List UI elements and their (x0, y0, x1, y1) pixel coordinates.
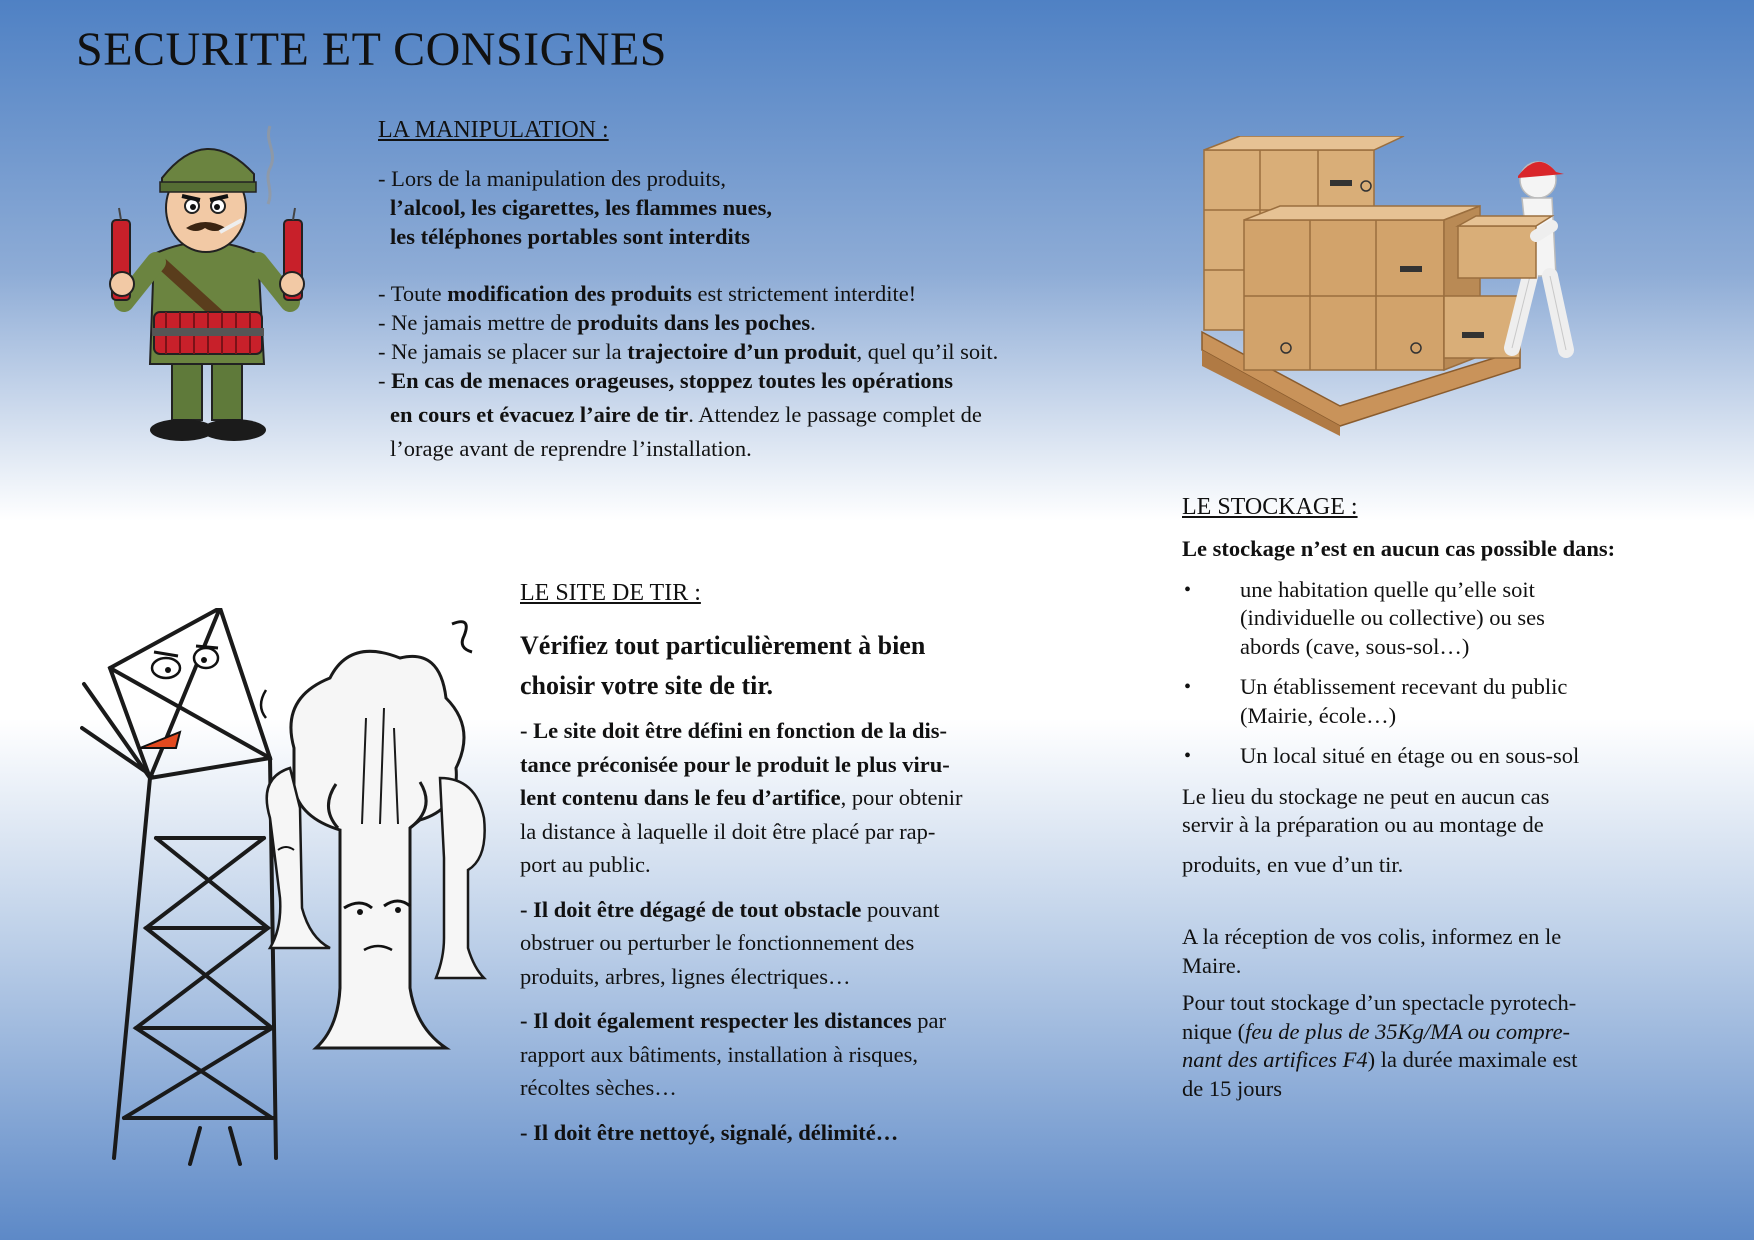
bullet-icon: • (1184, 578, 1192, 601)
list-item: • Un établissement recevant du public (Mairie, école…) (1184, 674, 1568, 728)
site-paragraph: - Le site doit être défini en fonction de la dis- tance préconisée pour le produit le plus viru- lent contenu dans le feu d’artifice, pour obtenir la distance à laquelle il doit être placé par rap- port au public. (520, 718, 963, 877)
manipulation-line: les téléphones portables sont interdits (390, 224, 750, 249)
boxes-illustration (1200, 136, 1590, 436)
stockage-list (1182, 576, 1652, 771)
site-paragraph: - Il doit également respecter les distances par rapport aux bâtiments, installation à risques, récoltes sèches… (520, 1008, 946, 1100)
list-item: • Un local situé en étage ou en sous-sol (1182, 742, 1652, 771)
site-lead: Vérifiez tout particulièrement à bien choisir votre site de tir. (520, 631, 926, 700)
stockage-heading: LE STOCKAGE : (1182, 494, 1358, 520)
site-heading: LE SITE DE TIR : (520, 580, 701, 606)
site-paragraph: - Il doit être dégagé de tout obstacle pouvant obstruer ou perturber le fonctionnement des produits, arbres, lignes électriques… (520, 896, 940, 989)
manipulation-section (378, 164, 1058, 463)
stockage-lieu: Le lieu du stockage ne peut en aucun cas servir à la préparation ou au montage de (1182, 783, 1550, 837)
manipulation-rule: en cours et évacuez l’aire de tir. Attendez le passage complet de (390, 402, 982, 427)
stockage-spectacle: Pour tout stockage d’un spectacle pyrotech- nique (feu de plus de 35Kg/MA ou compre- nant des artifices F4) la durée maximale est de 15 jours (1182, 990, 1578, 1101)
manipulation-rule: l’orage avant de reprendre l’installation. (390, 436, 752, 461)
stockage-reception: A la réception de vos colis, informez en le Maire. (1182, 924, 1562, 978)
site-paragraph: - Il doit être nettoyé, signalé, délimité… (520, 1119, 899, 1145)
list-item: • une habitation quelle qu’elle soit (individuelle ou collective) ou ses abords (cave, sous-sol…) (1184, 576, 1545, 659)
bullet-icon: • (1184, 745, 1192, 767)
stockage-section (1182, 535, 1652, 1103)
site-section (520, 626, 1000, 1160)
manipulation-line: - Lors de la manipulation des produits, (378, 166, 727, 191)
manipulation-rule: - Toute modification des produits est strictement interdite! (378, 281, 917, 306)
stockage-lieu-end: produits, en vue d’un tir. (1182, 851, 1404, 877)
manipulation-rule: - En cas de menaces orageuses, stoppez toutes les opérations (378, 368, 953, 393)
manipulation-heading: LA MANIPULATION : (378, 117, 609, 143)
manipulation-rule: - Ne jamais se placer sur la trajectoire d’un produit, quel qu’il soit. (378, 339, 999, 364)
manipulation-line: l’alcool, les cigarettes, les flammes nues, (390, 195, 772, 220)
manipulation-rule: - Ne jamais mettre de produits dans les poches. (378, 310, 816, 335)
stockage-intro: Le stockage n’est en aucun cas possible dans: (1182, 536, 1616, 561)
page-title: SECURITE ET CONSIGNES (76, 23, 667, 76)
pylon-illustration (80, 608, 490, 1168)
bullet-icon: • (1184, 676, 1192, 698)
soldier-illustration (108, 112, 324, 452)
